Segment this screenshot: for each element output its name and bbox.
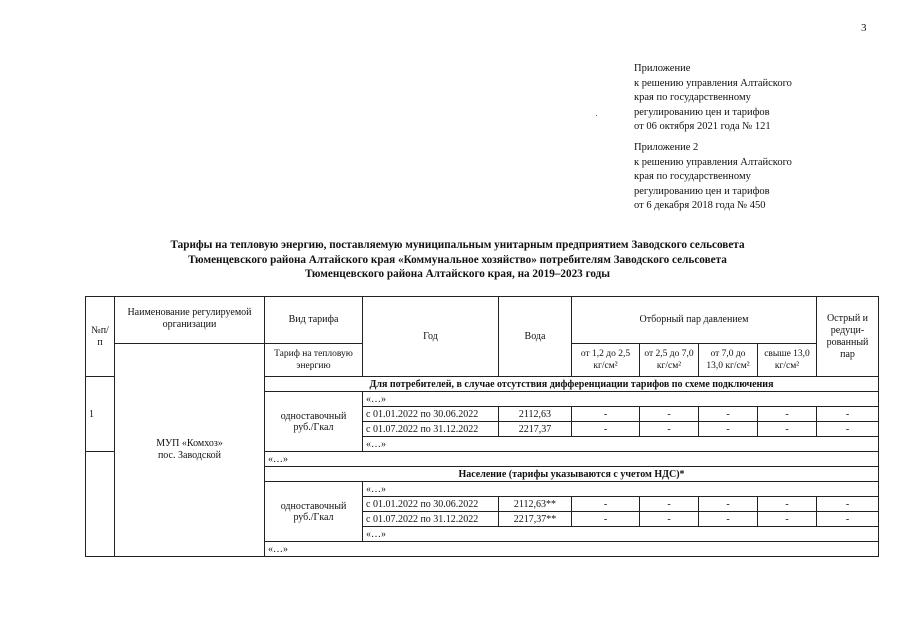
appendix-line: от 06 октября 2021 года № 121 (634, 121, 771, 132)
appendix-line: Приложение (634, 63, 691, 74)
appendix-line: Приложение 2 (634, 142, 699, 153)
ellipsis-row: «…» (265, 542, 879, 557)
steam-value: - (699, 407, 758, 422)
steam-value: - (758, 407, 817, 422)
tariff-type-cell (265, 392, 363, 452)
ellipsis-row: «…» (363, 482, 879, 497)
appendix-line: края по государственному (634, 171, 751, 182)
tariff-unit-label: руб./Гкал (293, 511, 334, 523)
steam-value: - (758, 497, 817, 512)
tariff-type-cell (265, 482, 363, 542)
sharp-value: - (817, 422, 879, 437)
header-steam: Отборный пар давлением (572, 297, 817, 344)
org-location: пос. Заводской (157, 450, 222, 461)
ellipsis-row: «…» (363, 527, 879, 542)
ellipsis-row: «…» (363, 437, 879, 452)
row-number: 1 (86, 377, 115, 452)
org-name: МУП «Комхоз» (156, 438, 223, 449)
org-name-cell (115, 344, 265, 557)
tariff-table (85, 296, 879, 557)
period-cell: с 01.01.2022 по 30.06.2022 (363, 497, 499, 512)
water-value: 2112,63 (499, 407, 572, 422)
row-number-empty (86, 452, 115, 557)
header-year: Год (363, 297, 499, 377)
tariff-type-label: одноставочный (280, 410, 347, 422)
ellipsis-row: «…» (363, 392, 879, 407)
ellipsis-row: «…» (265, 452, 879, 467)
sharp-value: - (817, 407, 879, 422)
appendix-line: регулированию цен и тарифов (634, 106, 770, 118)
appendix-block-1 (634, 62, 792, 135)
steam-value: - (640, 497, 699, 512)
appendix-block-2 (634, 141, 792, 214)
steam-value: - (640, 407, 699, 422)
header-water: Вода (499, 297, 572, 377)
steam-value: - (699, 422, 758, 437)
steam-value: - (572, 407, 640, 422)
header-tariff-thermal: Тариф на тепловую энергию (265, 344, 363, 377)
title-line: Тюменцевского района Алтайского края, на 2019–2023 годы (304, 268, 611, 280)
steam-value: - (758, 422, 817, 437)
document-title (70, 238, 845, 282)
header-pressure-3: от 7,0 до 13,0 кг/см² (699, 344, 758, 377)
appendix-line: регулированию цен и тарифов (634, 185, 770, 197)
appendix-line: от 6 декабря 2018 года № 450 (634, 200, 766, 211)
water-value: 2217,37 (499, 422, 572, 437)
tariff-type-label: одноставочный (280, 500, 347, 512)
steam-value: - (640, 512, 699, 527)
scan-speck (596, 115, 597, 116)
sharp-value: - (817, 497, 879, 512)
header-num: №п/п (86, 297, 115, 377)
title-line: Тарифы на тепловую энергию, поставляемую муниципальным унитарным предприятием Заводского сельсовета (170, 239, 745, 251)
tariff-unit-label: руб./Гкал (293, 421, 334, 433)
header-pressure-2: от 2,5 до 7,0 кг/см² (640, 344, 699, 377)
section-heading-2: Население (тарифы указываются с учетом НДС)* (265, 467, 879, 482)
water-value: 2112,63** (499, 497, 572, 512)
steam-value: - (572, 497, 640, 512)
steam-value: - (572, 512, 640, 527)
appendix-line: к решению управления Алтайского (634, 77, 792, 89)
steam-value: - (640, 422, 699, 437)
steam-value: - (699, 497, 758, 512)
header-tariff-type: Вид тарифа (265, 297, 363, 344)
section-heading-1: Для потребителей, в случае отсутствия дифференциации тарифов по схеме подключения (265, 377, 879, 392)
period-cell: с 01.07.2022 по 31.12.2022 (363, 422, 499, 437)
water-value: 2217,37** (499, 512, 572, 527)
header-pressure-1: от 1,2 до 2,5 кг/см² (572, 344, 640, 377)
header-sharp-steam: Острый и редуци-рованный пар (817, 297, 879, 377)
period-cell: с 01.07.2022 по 31.12.2022 (363, 512, 499, 527)
period-cell: с 01.01.2022 по 30.06.2022 (363, 407, 499, 422)
appendix-line: к решению управления Алтайского (634, 156, 792, 168)
steam-value: - (758, 512, 817, 527)
steam-value: - (699, 512, 758, 527)
header-pressure-4: свыше 13,0 кг/см² (758, 344, 817, 377)
appendix-line: края по государственному (634, 92, 751, 103)
steam-value: - (572, 422, 640, 437)
page-number: 3 (861, 22, 867, 34)
title-line: Тюменцевского района Алтайского края «Коммунальное хозяйство» потребителям Заводского сельсовета (188, 253, 727, 266)
sharp-value: - (817, 512, 879, 527)
header-org: Наименование регулируемой организации (115, 297, 265, 344)
